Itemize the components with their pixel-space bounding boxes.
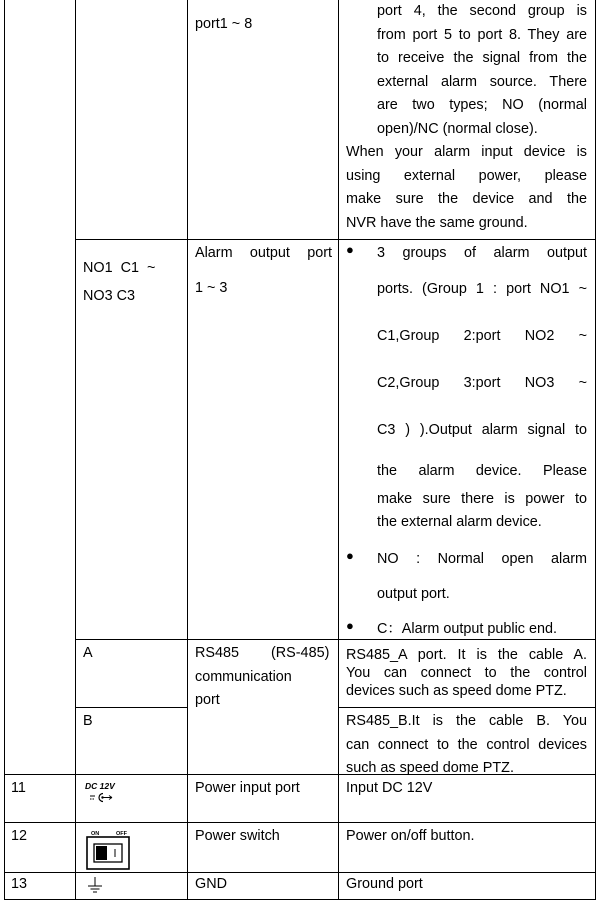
- row-12-icon-cell: [75, 822, 188, 873]
- alarm-output-port-cell: [75, 239, 188, 640]
- alarm-output-bullet-2-line: ● NO : Normal open alarm: [377, 551, 587, 567]
- ground-icon: [85, 876, 105, 896]
- power-switch-on-label: ON: [91, 831, 100, 837]
- alarm-input-port-cell: [75, 0, 188, 240]
- row-number: 12: [11, 828, 28, 844]
- alarm-output-bullet-1-line: C3 ) ).Output alarm signal to: [377, 422, 587, 438]
- power-switch-name: Power switch: [195, 828, 280, 844]
- rs485-b-desc-line: such as speed dome PTZ.: [346, 760, 514, 775]
- alarm-input-desc-cell: [338, 0, 596, 240]
- row-number: 11: [11, 780, 26, 796]
- alarm-output-bullet-1-line: C1,Group 2:port NO2 ~: [377, 328, 587, 344]
- alarm-output-bullet-1-line: the external alarm device.: [377, 514, 542, 530]
- rs485-name-line: port: [195, 692, 220, 708]
- alarm-output-bullet-3: [346, 618, 587, 640]
- alarm-input-desc-line: from port 5 to port 8. They are: [377, 26, 587, 43]
- alarm-output-bullet-2-line: output port.: [377, 586, 450, 602]
- row-12-number-cell: [4, 822, 76, 873]
- rs485-a-port: A: [83, 645, 93, 661]
- rs485-name-cell: [187, 639, 339, 775]
- rs485-name-line: communication: [195, 668, 292, 685]
- rs485-b-desc-line: can connect to the control devices: [346, 736, 587, 753]
- gnd-name: GND: [195, 876, 227, 892]
- row-number: 13: [11, 876, 28, 892]
- rs485-a-desc-cell: [338, 639, 596, 708]
- power-switch-icon: [83, 827, 133, 871]
- power-switch-off-label: OFF: [116, 831, 127, 837]
- alarm-output-name-line: Alarm output port: [195, 245, 332, 261]
- rs485-b-desc-cell: [338, 707, 596, 775]
- dc-power-icon-label: DC 12V: [85, 781, 115, 791]
- row-11-desc-cell: [338, 774, 596, 823]
- alarm-input-desc-line: to receive the signal from the: [377, 50, 587, 66]
- alarm-input-desc-line: using external power, please: [346, 167, 587, 184]
- row-13-icon-cell: [75, 872, 188, 900]
- alarm-output-port-line: NO1 C1 ~: [83, 260, 156, 276]
- rs485-a-desc-line: You can connect to the control: [346, 665, 587, 681]
- alarm-output-bullet-1-line: ports. (Group 1 : port NO1 ~: [377, 281, 587, 297]
- alarm-input-desc-line: port 4, the second group is: [377, 3, 587, 19]
- row-13-desc-cell: [338, 872, 596, 900]
- rs485-b-desc-line: RS485_B.It is the cable B. You: [346, 713, 587, 729]
- alarm-input-name: port1 ~ 8: [195, 16, 253, 32]
- rs485-b-port: B: [83, 713, 93, 729]
- gnd-desc: Ground port: [346, 876, 423, 892]
- power-input-name: Power input port: [195, 780, 300, 796]
- row-12-name-cell: [187, 822, 339, 873]
- alarm-input-desc-line: external alarm source. There: [377, 73, 587, 90]
- rs485-a-desc-line: devices such as speed dome PTZ.: [346, 683, 567, 699]
- alarm-output-bullet-1: [346, 242, 587, 534]
- power-switch-desc: Power on/off button.: [346, 828, 475, 844]
- alarm-input-desc-line: make sure the device and the: [346, 191, 587, 207]
- alarm-input-desc-line: open)/NC (normal close).: [377, 120, 538, 137]
- power-input-desc: Input DC 12V: [346, 780, 433, 796]
- row-number-cell-blank: [4, 0, 76, 775]
- row-11-icon-cell: [75, 774, 188, 823]
- rs485-a-port-cell: [75, 639, 188, 708]
- row-11-number-cell: [4, 774, 76, 823]
- alarm-output-bullet-2: [346, 548, 587, 606]
- alarm-output-bullet-1-line: ● 3 groups of alarm output: [377, 245, 587, 261]
- dc-power-icon: [84, 780, 124, 806]
- row-12-desc-cell: [338, 822, 596, 873]
- alarm-output-bullet-1-line: make sure there is power to: [377, 491, 587, 507]
- alarm-input-desc-line: NVR have the same ground.: [346, 214, 528, 231]
- alarm-output-port-line: NO3 C3: [83, 288, 135, 304]
- alarm-input-desc-line: When your alarm input device is: [346, 144, 587, 160]
- row-13-number-cell: [4, 872, 76, 900]
- rs485-b-port-cell: [75, 707, 188, 775]
- alarm-input-desc-line: are two types; NO (normal: [377, 97, 587, 113]
- row-13-name-cell: [187, 872, 339, 900]
- alarm-output-desc-cell: [338, 239, 596, 640]
- rs485-a-desc-line: RS485_A port. It is the cable A.: [346, 647, 587, 663]
- alarm-output-bullet-1-line: the alarm device. Please: [377, 463, 587, 479]
- alarm-output-bullet-3-line: ● C：Alarm output public end.: [377, 621, 557, 637]
- alarm-input-name-cell: [187, 0, 339, 240]
- row-11-name-cell: [187, 774, 339, 823]
- alarm-output-bullet-1-line: C2,Group 3:port NO3 ~: [377, 375, 587, 391]
- rs485-name-line: RS485 (RS-485): [195, 645, 330, 661]
- alarm-output-name-line: 1 ~ 3: [195, 280, 228, 296]
- alarm-output-name-cell: [187, 239, 339, 640]
